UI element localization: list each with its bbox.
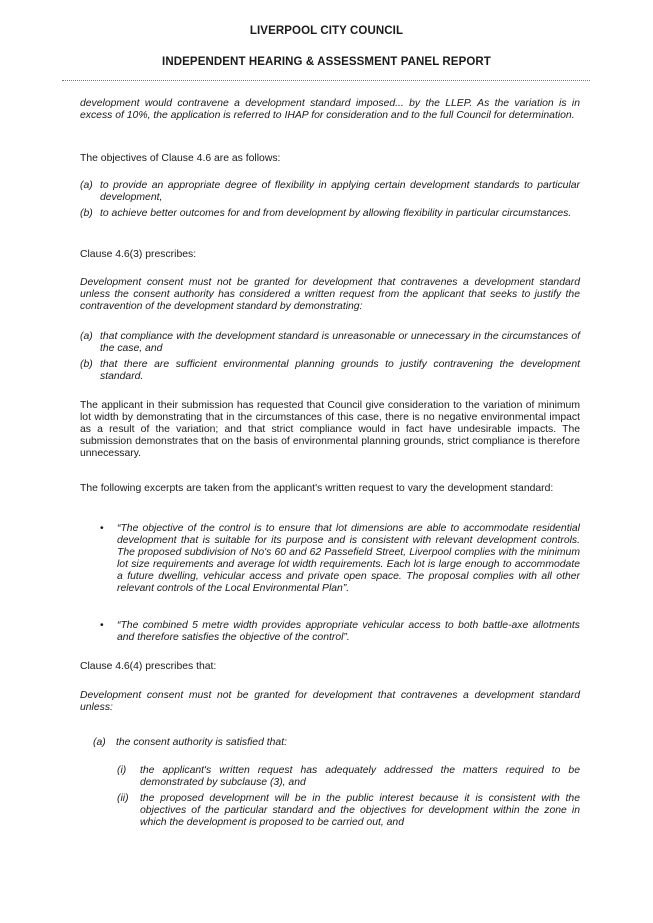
paragraph-8: Development consent must not be granted for development that contravenes a development standard unless: <box>80 690 580 713</box>
objective-a-text: to provide an appropriate degree of flexibility in applying certain development standards to particular development, <box>100 180 580 203</box>
demonstrating-b-label: (b) <box>80 359 93 370</box>
report-title: INDEPENDENT HEARING & ASSESSMENT PANEL REPORT <box>162 56 491 68</box>
bullet-1-symbol: • <box>100 523 104 534</box>
header-divider <box>62 80 590 81</box>
paragraph-1: development would contravene a development standard imposed... by the LLEP. As the variation is in excess of 10%, the application is referred to IHAP for consideration and to the full Council for determination. <box>80 98 580 121</box>
objective-b-label: (b) <box>80 208 93 219</box>
sub-a-text: the consent authority is satisfied that: <box>116 737 287 748</box>
paragraph-4: Development consent must not be granted for development that contravenes a development standard unless the consent authority has considered a written request from the applicant that seeks to justify the contravention of the development standard by demonstrating: <box>80 277 580 312</box>
sub-i-text: the applicant's written request has adequately addressed the matters required to be demonstrated by subclause (3), and <box>140 765 580 788</box>
demonstrating-a-text: that compliance with the development standard is unreasonable or unnecessary in the circumstances of the case, and <box>100 331 580 354</box>
sub-a-label: (a) <box>93 737 106 748</box>
sub-ii-text: the proposed development will be in the public interest because it is consistent with the objectives of the particular standard and the objectives for development within the zone in which the development is proposed to be carried out, and <box>140 793 580 828</box>
council-name: LIVERPOOL CITY COUNCIL <box>249 25 404 37</box>
paragraph-6: The following excerpts are taken from the applicant's written request to vary the development standard: <box>80 483 554 494</box>
paragraph-3: Clause 4.6(3) prescribes: <box>80 249 197 260</box>
paragraph-2: The objectives of Clause 4.6 are as follows: <box>80 153 281 164</box>
objective-b-text: to achieve better outcomes for and from development by allowing flexibility in particular circumstances. <box>100 208 572 219</box>
bullet-2-symbol: • <box>100 620 104 631</box>
paragraph-5: The applicant in their submission has requested that Council give consideration to the variation of minimum lot width by demonstrating that in the circumstances of this case, there is no negative environmental impact as a result of the variation; and that strict compliance would in fact have undesirable impacts. The submission demonstrates that on the basis of environmental planning grounds, strict compliance is therefore unnecessary. <box>80 400 580 459</box>
sub-i-label: (i) <box>117 765 127 776</box>
sub-ii-label: (ii) <box>117 793 129 804</box>
paragraph-7: Clause 4.6(4) prescribes that: <box>80 661 217 672</box>
demonstrating-b-text: that there are sufficient environmental planning grounds to justify contravening the development standard. <box>100 359 580 382</box>
objective-a-label: (a) <box>80 180 93 191</box>
excerpt-1: “The objective of the control is to ensure that lot dimensions are able to accommodate residential development that is suitable for its purpose and is consistent with relevant development controls. The proposed subdivision of No's 60 and 62 Passefield Street, Liverpool complies with the minimum lot size requirements and average lot width requirements. Each lot is large enough to accommodate a future dwelling, vehicular access and private open space. The proposal complies with all other relevant controls of the Local Environmental Plan”. <box>117 523 580 594</box>
demonstrating-a-label: (a) <box>80 331 93 342</box>
excerpt-2: “The combined 5 metre width provides appropriate vehicular access to both battle-axe allotments and therefore satisfies the objective of the control”. <box>117 620 580 643</box>
